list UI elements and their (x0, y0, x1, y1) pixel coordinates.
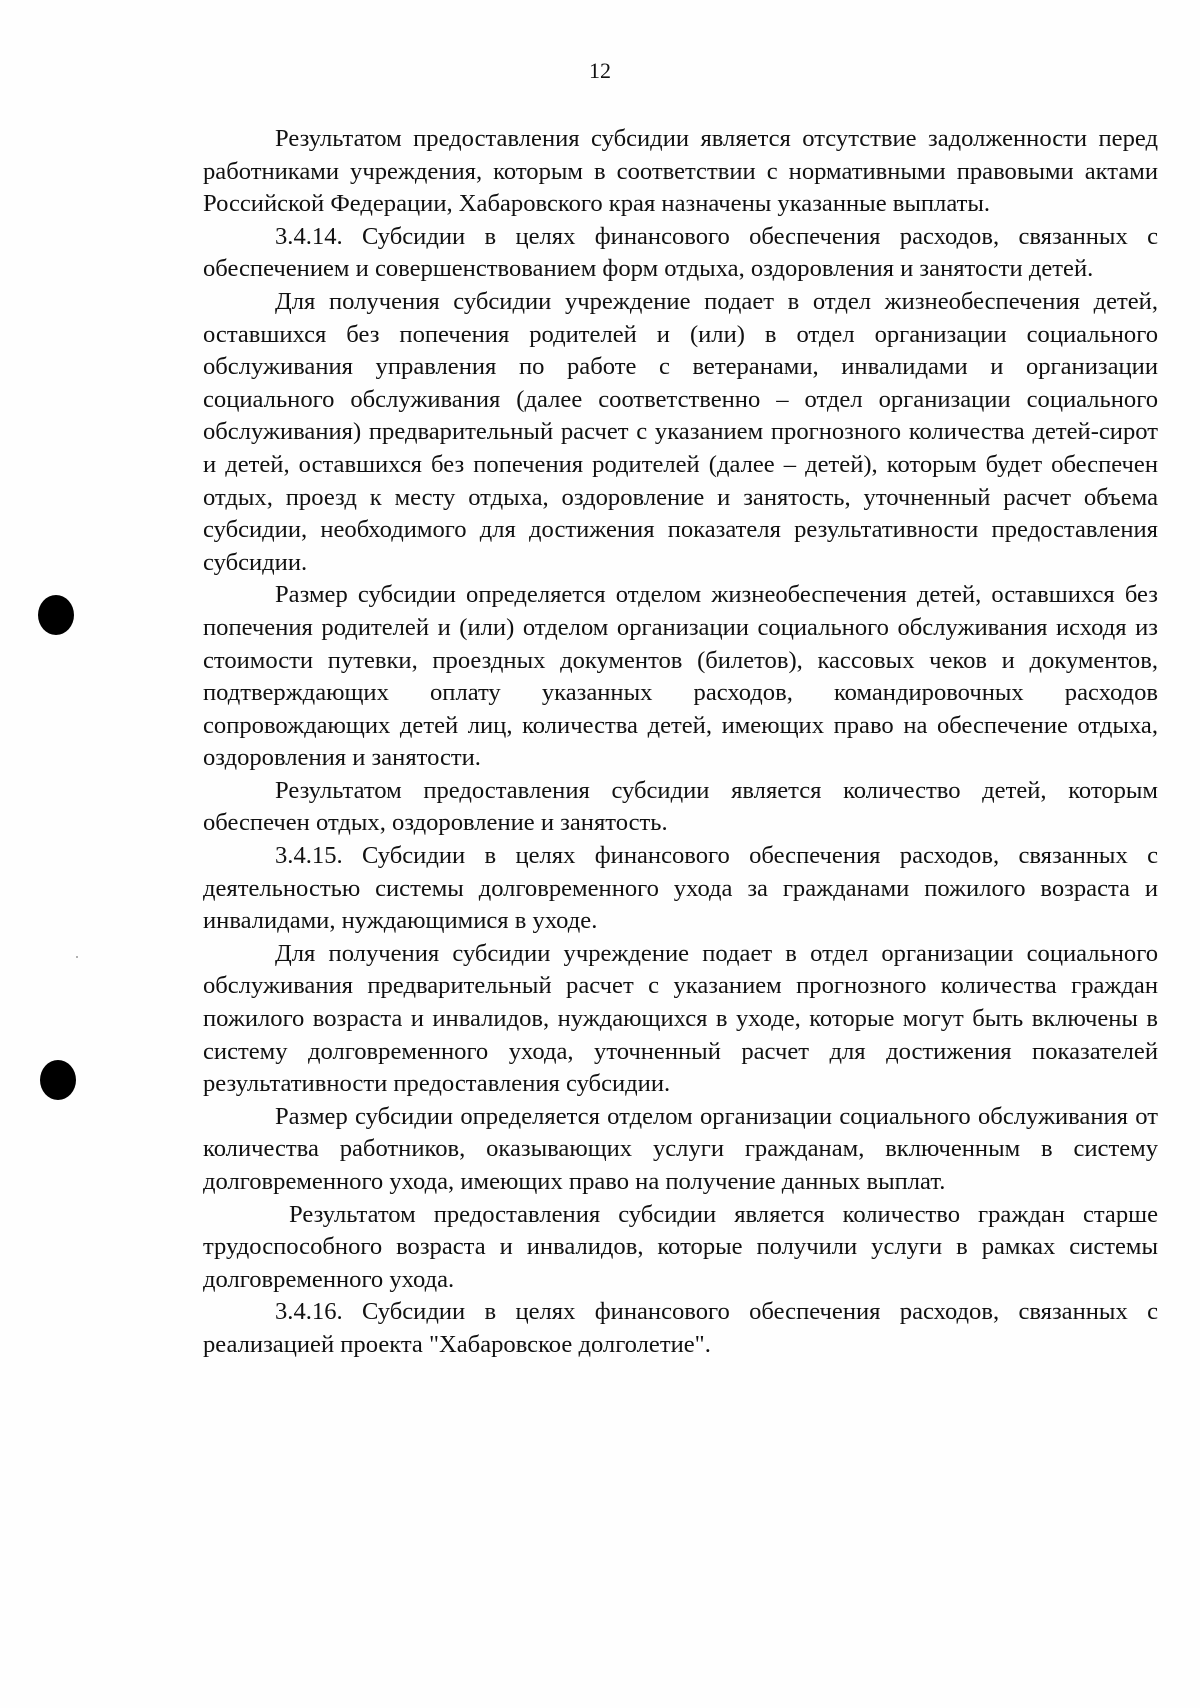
scan-speck (76, 956, 78, 958)
paragraph-result-children: Результатом предоставления субсидии является количество детей, которым обеспечен отдых, оздоровление и занятость. (203, 776, 1158, 837)
document-body (203, 123, 1158, 1362)
paragraph-application-longterm-care: Для получения субсидии учреждение подает в отдел организации социального обслуживания предварительный расчет с указанием прогнозного количества граждан пожилого возраста и инвалидов, нуждающихся в уходе, которые могут быть включены в систему долговременного ухода, уточненный расчет для достижения показателей результативности предоставления субсидии. (203, 939, 1158, 1098)
section-3-4-16-heading: 3.4.16. Субсидии в целях финансового обеспечения расходов, связанных с реализацией проекта "Хабаровское долголетие". (203, 1298, 1158, 1358)
section-3-4-15-heading: 3.4.15. Субсидии в целях финансового обеспечения расходов, связанных с деятельностью системы долговременного ухода за гражданами пожилого возраста и инвалидами, нуждающимися в уходе. (203, 842, 1158, 935)
section-3-4-14-heading: 3.4.14. Субсидии в целях финансового обеспечения расходов, связанных с обеспечением и совершенствованием форм отдыха, оздоровления и занятости детей. (203, 222, 1158, 283)
punch-hole-mark (40, 1060, 76, 1100)
page-number: 12 (589, 58, 611, 83)
paragraph-size-longterm-care: Размер субсидии определяется отделом организации социального обслуживания от количества работников, оказывающих услуги гражданам, включенным в систему долговременного ухода, имеющих право на получение данных выплат. (203, 1102, 1158, 1195)
paragraph-result-debt: Результатом предоставления субсидии является отсутствие задолженности перед работниками учреждения, которым в соответствии с нормативными правовыми актами Российской Федерации, Хабаровского края назначены указанные выплаты. (203, 125, 1158, 218)
paragraph-result-longterm-care: Результатом предоставления субсидии является количество граждан старше трудоспособного возраста и инвалидов, которые получили услуги в рамках системы долговременного ухода. (203, 1200, 1158, 1293)
punch-hole-mark (38, 595, 74, 635)
paragraph-size-children: Размер субсидии определяется отделом жизнеобеспечения детей, оставшихся без попечения родителей и (или) отделом организации социального обслуживания исходя из стоимости путевки, проездных документов (билетов), кассовых чеков и документов, подтверждающих оплату указанных расходов, командировочных расходов сопровождающих детей лиц, количества детей, имеющих право на обеспечение отдыха, оздоровления и занятости. (203, 581, 1158, 772)
paragraph-application-children: Для получения субсидии учреждение подает в отдел жизнеобеспечения детей, оставшихся без попечения родителей и (или) в отдел организации социального обслуживания управления по работе с ветеранами, инвалидами и организации социального обслуживания (далее соответственно – отдел организации социального обслуживания) предварительный расчет с указанием прогнозного количества детей-сирот и детей, оставшихся без попечения родителей (далее – детей), которым будет обеспечен отдых, проезд к месту отдыха, оздоровление и занятость, уточненный расчет объема субсидии, необходимого для достижения показателя результативности предоставления субсидии. (203, 287, 1158, 576)
